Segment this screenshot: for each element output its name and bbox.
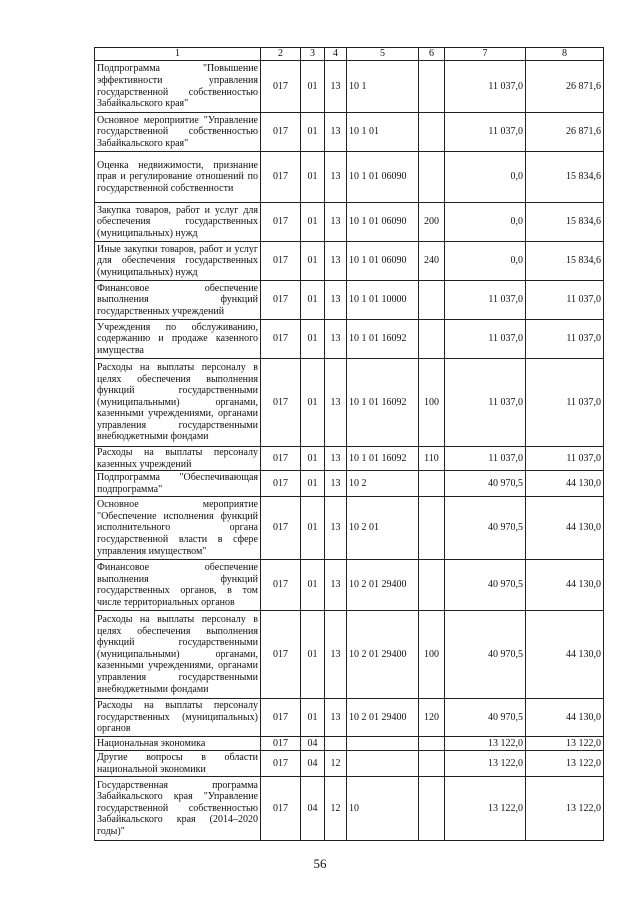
row-value-cell [347,751,419,777]
row-value-cell: 13 122,0 [526,777,604,841]
row-value-cell: 10 1 01 06090 [347,242,419,281]
header-cell: 4 [325,48,347,61]
row-value-cell: 13 122,0 [445,777,526,841]
row-value-cell: 11 037,0 [526,281,604,320]
row-value-cell: 26 871,6 [526,61,604,113]
row-value-cell [419,471,445,497]
row-value-cell: 10 1 01 10000 [347,281,419,320]
row-name-cell: Подпрограмма "Обеспечивающая подпрограмма" [95,471,261,497]
row-value-cell: 10 2 01 29400 [347,699,419,737]
row-value-cell: 017 [261,320,301,359]
row-value-cell: 01 [301,281,325,320]
row-value-cell: 01 [301,497,325,560]
row-value-cell: 017 [261,699,301,737]
row-value-cell: 10 2 01 29400 [347,560,419,611]
table-row [95,560,604,611]
row-value-cell [419,61,445,113]
row-name-cell: Финансовое обеспечение выполнения функций государственных органов, в том числе территориальных органов [95,560,261,611]
row-value-cell: 0,0 [445,242,526,281]
row-value-cell: 44 130,0 [526,471,604,497]
header-cell: 8 [526,48,604,61]
row-name-cell: Расходы на выплаты персоналу в целях обеспечения выполнения функций государственными (муниципальными) органами, казенными учреждениями, органами управления государственными внебюджетными фондами [95,611,261,699]
row-value-cell: 10 1 01 16092 [347,447,419,471]
row-value-cell: 10 2 [347,471,419,497]
row-value-cell: 12 [325,777,347,841]
row-value-cell: 01 [301,203,325,242]
row-value-cell: 04 [301,777,325,841]
row-value-cell: 13 [325,61,347,113]
row-value-cell: 11 037,0 [445,281,526,320]
row-name-cell: Учреждения по обслуживанию, содержанию и продаже казенного имущества [95,320,261,359]
row-value-cell: 01 [301,61,325,113]
row-value-cell [419,113,445,152]
row-value-cell: 10 1 01 16092 [347,320,419,359]
row-value-cell: 11 037,0 [445,359,526,447]
row-value-cell: 017 [261,359,301,447]
row-value-cell: 10 1 [347,61,419,113]
row-name-cell: Иные закупки товаров, работ и услуг для обеспечения государственных (муниципальных) нужд [95,242,261,281]
row-value-cell: 13 [325,242,347,281]
row-value-cell: 44 130,0 [526,497,604,560]
row-value-cell: 40 970,5 [445,560,526,611]
row-value-cell: 11 037,0 [445,320,526,359]
row-value-cell: 15 834,6 [526,203,604,242]
row-value-cell [419,777,445,841]
row-value-cell: 13 122,0 [445,751,526,777]
row-value-cell: 13 [325,359,347,447]
table-row [95,777,604,841]
row-value-cell: 11 037,0 [526,359,604,447]
row-value-cell: 017 [261,447,301,471]
row-name-cell: Расходы на выплаты персоналу казенных учреждений [95,447,261,471]
row-value-cell: 13 [325,113,347,152]
row-value-cell: 04 [301,737,325,751]
row-value-cell: 12 [325,751,347,777]
table-row [95,699,604,737]
row-value-cell: 0,0 [445,203,526,242]
row-value-cell: 44 130,0 [526,611,604,699]
row-value-cell [325,737,347,751]
table-row [95,61,604,113]
table-row [95,497,604,560]
row-name-cell: Расходы на выплаты персоналу в целях обеспечения выполнения функций государственными (муниципальными) органами, казенными учреждениями, органами управления государственными внебюджетными фондами [95,359,261,447]
row-value-cell: 13 [325,611,347,699]
row-value-cell: 120 [419,699,445,737]
row-value-cell [419,497,445,560]
row-value-cell [419,281,445,320]
row-value-cell: 10 1 01 06090 [347,152,419,203]
row-value-cell: 11 037,0 [445,447,526,471]
row-value-cell: 13 122,0 [526,737,604,751]
row-value-cell: 017 [261,152,301,203]
row-value-cell: 10 1 01 16092 [347,359,419,447]
row-value-cell: 100 [419,359,445,447]
row-value-cell: 40 970,5 [445,471,526,497]
row-value-cell: 01 [301,471,325,497]
table-row [95,203,604,242]
header-cell: 3 [301,48,325,61]
table-row [95,281,604,320]
row-value-cell: 01 [301,359,325,447]
row-value-cell: 240 [419,242,445,281]
budget-table [94,47,604,841]
table-row [95,242,604,281]
table-row [95,737,604,751]
header-cell: 6 [419,48,445,61]
row-value-cell: 01 [301,611,325,699]
row-value-cell: 110 [419,447,445,471]
row-name-cell: Финансовое обеспечение выполнения функций государственных учреждений [95,281,261,320]
row-name-cell: Закупка товаров, работ и услуг для обеспечения государственных (муниципальных) нужд [95,203,261,242]
row-value-cell: 13 [325,203,347,242]
row-value-cell [419,152,445,203]
row-value-cell: 13 [325,699,347,737]
row-value-cell [419,737,445,751]
table-row [95,611,604,699]
row-value-cell: 200 [419,203,445,242]
row-value-cell: 11 037,0 [445,113,526,152]
row-value-cell: 017 [261,737,301,751]
row-value-cell: 13 [325,560,347,611]
row-value-cell: 11 037,0 [526,320,604,359]
row-value-cell: 26 871,6 [526,113,604,152]
row-value-cell: 40 970,5 [445,699,526,737]
row-value-cell: 13 [325,152,347,203]
table-row [95,751,604,777]
row-value-cell: 01 [301,447,325,471]
header-cell: 5 [347,48,419,61]
row-value-cell: 04 [301,751,325,777]
row-value-cell: 01 [301,560,325,611]
row-value-cell: 0,0 [445,152,526,203]
row-value-cell: 01 [301,320,325,359]
row-value-cell: 01 [301,699,325,737]
row-value-cell: 017 [261,203,301,242]
row-value-cell: 017 [261,61,301,113]
row-value-cell: 13 [325,320,347,359]
row-name-cell: Национальная экономика [95,737,261,751]
row-value-cell: 15 834,6 [526,242,604,281]
row-value-cell [419,320,445,359]
row-value-cell: 13 [325,447,347,471]
row-name-cell: Расходы на выплаты персоналу государственных (муниципальных) органов [95,699,261,737]
row-name-cell: Основное мероприятие "Обеспечение исполнения функций исполнительного органа государственной власти в сфере управления имуществом" [95,497,261,560]
row-value-cell: 017 [261,497,301,560]
row-value-cell: 017 [261,242,301,281]
row-value-cell: 15 834,6 [526,152,604,203]
row-value-cell: 13 122,0 [526,751,604,777]
row-value-cell: 017 [261,113,301,152]
table-row [95,447,604,471]
row-value-cell: 017 [261,560,301,611]
row-name-cell: Основное мероприятие "Управление государственной собственностью Забайкальского края" [95,113,261,152]
table-row [95,359,604,447]
row-value-cell: 10 2 01 [347,497,419,560]
row-value-cell: 017 [261,611,301,699]
row-name-cell: Подпрограмма "Повышение эффективности управления государственной собственностью Забайкальского края" [95,61,261,113]
table-row [95,320,604,359]
table-row [95,471,604,497]
page-number: 56 [313,856,327,871]
row-value-cell: 01 [301,242,325,281]
row-value-cell [347,737,419,751]
row-value-cell: 017 [261,751,301,777]
row-value-cell [419,560,445,611]
row-name-cell: Оценка недвижимости, признание прав и регулирование отношений по государственной собственности [95,152,261,203]
row-value-cell: 01 [301,152,325,203]
row-value-cell: 13 [325,471,347,497]
row-value-cell: 13 [325,497,347,560]
row-name-cell: Государственная программа Забайкальского края "Управление государственной собственностью Забайкальского края (2014–2020 годы)" [95,777,261,841]
row-value-cell: 100 [419,611,445,699]
row-value-cell: 44 130,0 [526,560,604,611]
header-cell: 7 [445,48,526,61]
table-body [95,61,604,841]
row-value-cell: 40 970,5 [445,497,526,560]
row-value-cell: 10 2 01 29400 [347,611,419,699]
table-header-row [95,48,604,61]
row-name-cell: Другие вопросы в области национальной экономики [95,751,261,777]
row-value-cell: 017 [261,471,301,497]
row-value-cell: 10 1 01 06090 [347,203,419,242]
row-value-cell: 13 122,0 [445,737,526,751]
row-value-cell: 01 [301,113,325,152]
row-value-cell [419,751,445,777]
row-value-cell: 10 [347,777,419,841]
table-row [95,152,604,203]
row-value-cell: 13 [325,281,347,320]
table-row [95,113,604,152]
row-value-cell: 10 1 01 [347,113,419,152]
row-value-cell: 017 [261,777,301,841]
row-value-cell: 017 [261,281,301,320]
row-value-cell: 40 970,5 [445,611,526,699]
row-value-cell: 11 037,0 [526,447,604,471]
header-cell: 2 [261,48,301,61]
row-value-cell: 44 130,0 [526,699,604,737]
header-cell: 1 [95,48,261,61]
row-value-cell: 11 037,0 [445,61,526,113]
